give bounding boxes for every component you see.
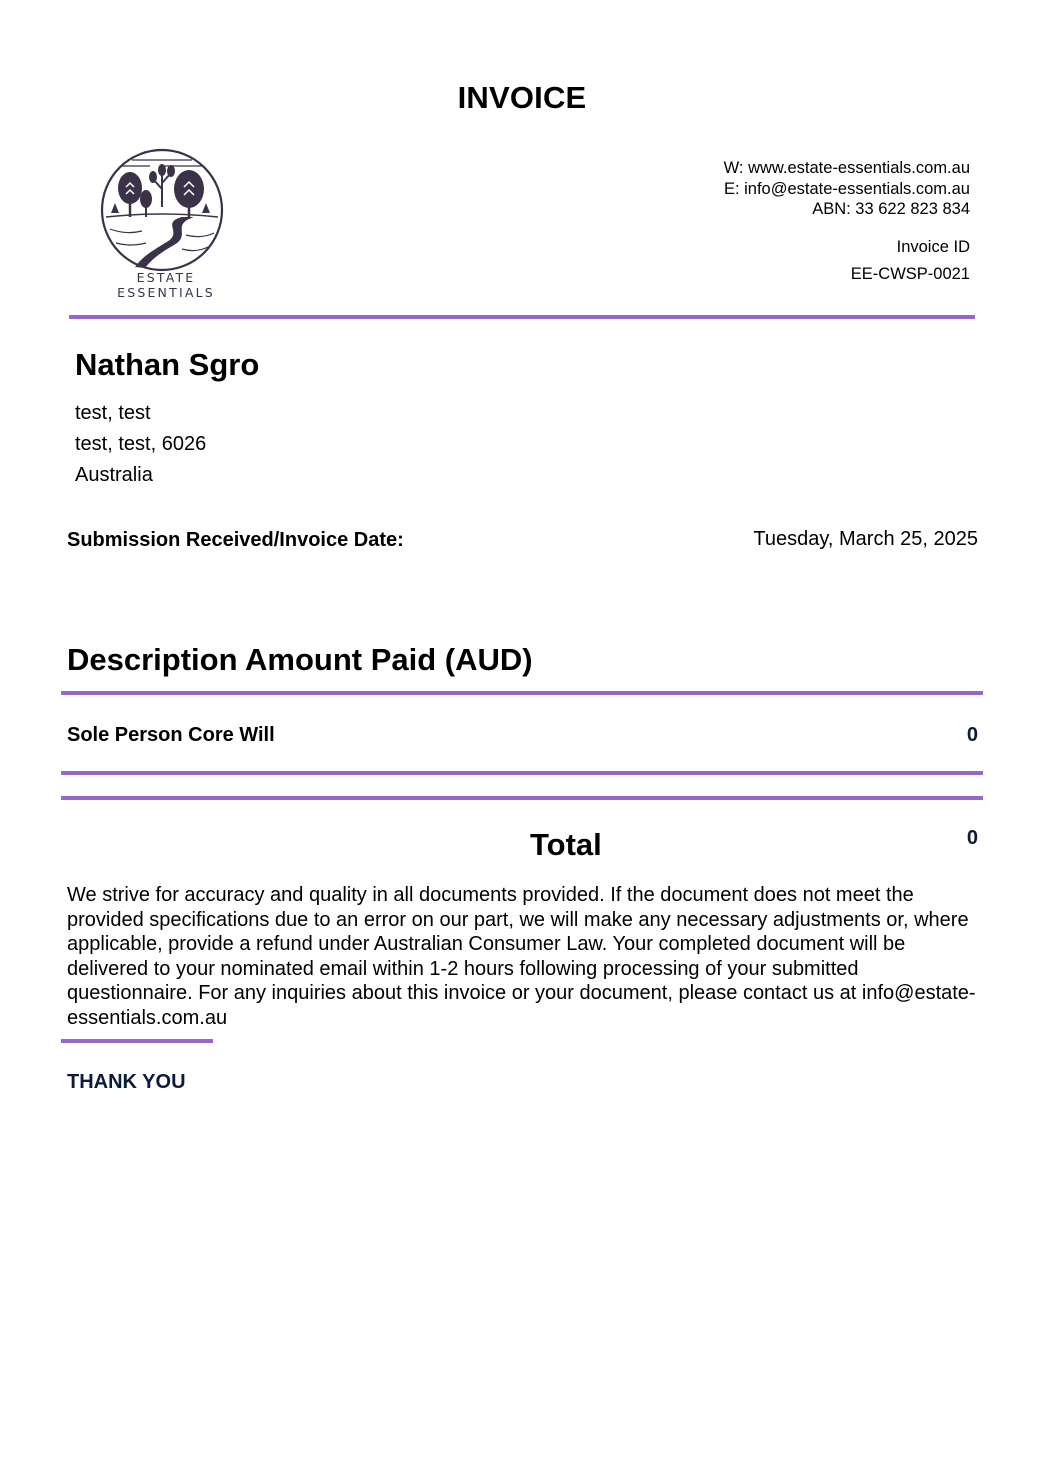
total-amount: 0 [966, 827, 978, 849]
total-divider [61, 796, 983, 800]
line-item-description: Sole Person Core Will [67, 724, 275, 746]
invoice-date-value: Tuesday, March 25, 2025 [753, 528, 978, 550]
customer-address-line1: test, test [75, 402, 151, 424]
invoice-note: We strive for accuracy and quality in all documents provided. If the document does not meet the provided specifications due to an error on our part, we will make any necessary adjustments or, where applicable, provide a refund under Australian Consumer Law. Your completed document will be delivered to your nominated email within 1-2 hours following processing of your submitted questionnaire. For any inquiries about this invoice or your document, please contact us at info@estate-essentials.com.au [67, 884, 976, 1029]
company-email: E: info@estate-essentials.com.au [723, 179, 970, 198]
note-divider [61, 1039, 213, 1043]
customer-address-line2: test, test, 6026 [75, 433, 207, 455]
table-header: Description Amount Paid (AUD) [67, 642, 533, 677]
invoice-title: INVOICE [457, 80, 587, 115]
header-divider [69, 315, 975, 319]
company-abn: ABN: 33 622 823 834 [812, 200, 970, 218]
line-item-amount: 0 [966, 724, 978, 746]
invoice-date-label: Submission Received/Invoice Date: [67, 529, 404, 551]
thank-you-text: THANK YOU [67, 1071, 186, 1093]
customer-country: Australia [75, 464, 153, 486]
invoice-id-label: Invoice ID [896, 238, 970, 256]
line-item-divider [61, 771, 983, 775]
invoice-id-value: EE-CWSP-0021 [850, 265, 970, 283]
customer-name: Nathan Sgro [75, 347, 260, 382]
company-contact [724, 158, 970, 220]
company-website: W: www.estate-essentials.com.au [723, 159, 970, 177]
table-header-divider [61, 691, 983, 695]
logo-wordmark: ESTATE ESSENTIALS [117, 270, 215, 300]
total-label: Total [530, 827, 602, 862]
